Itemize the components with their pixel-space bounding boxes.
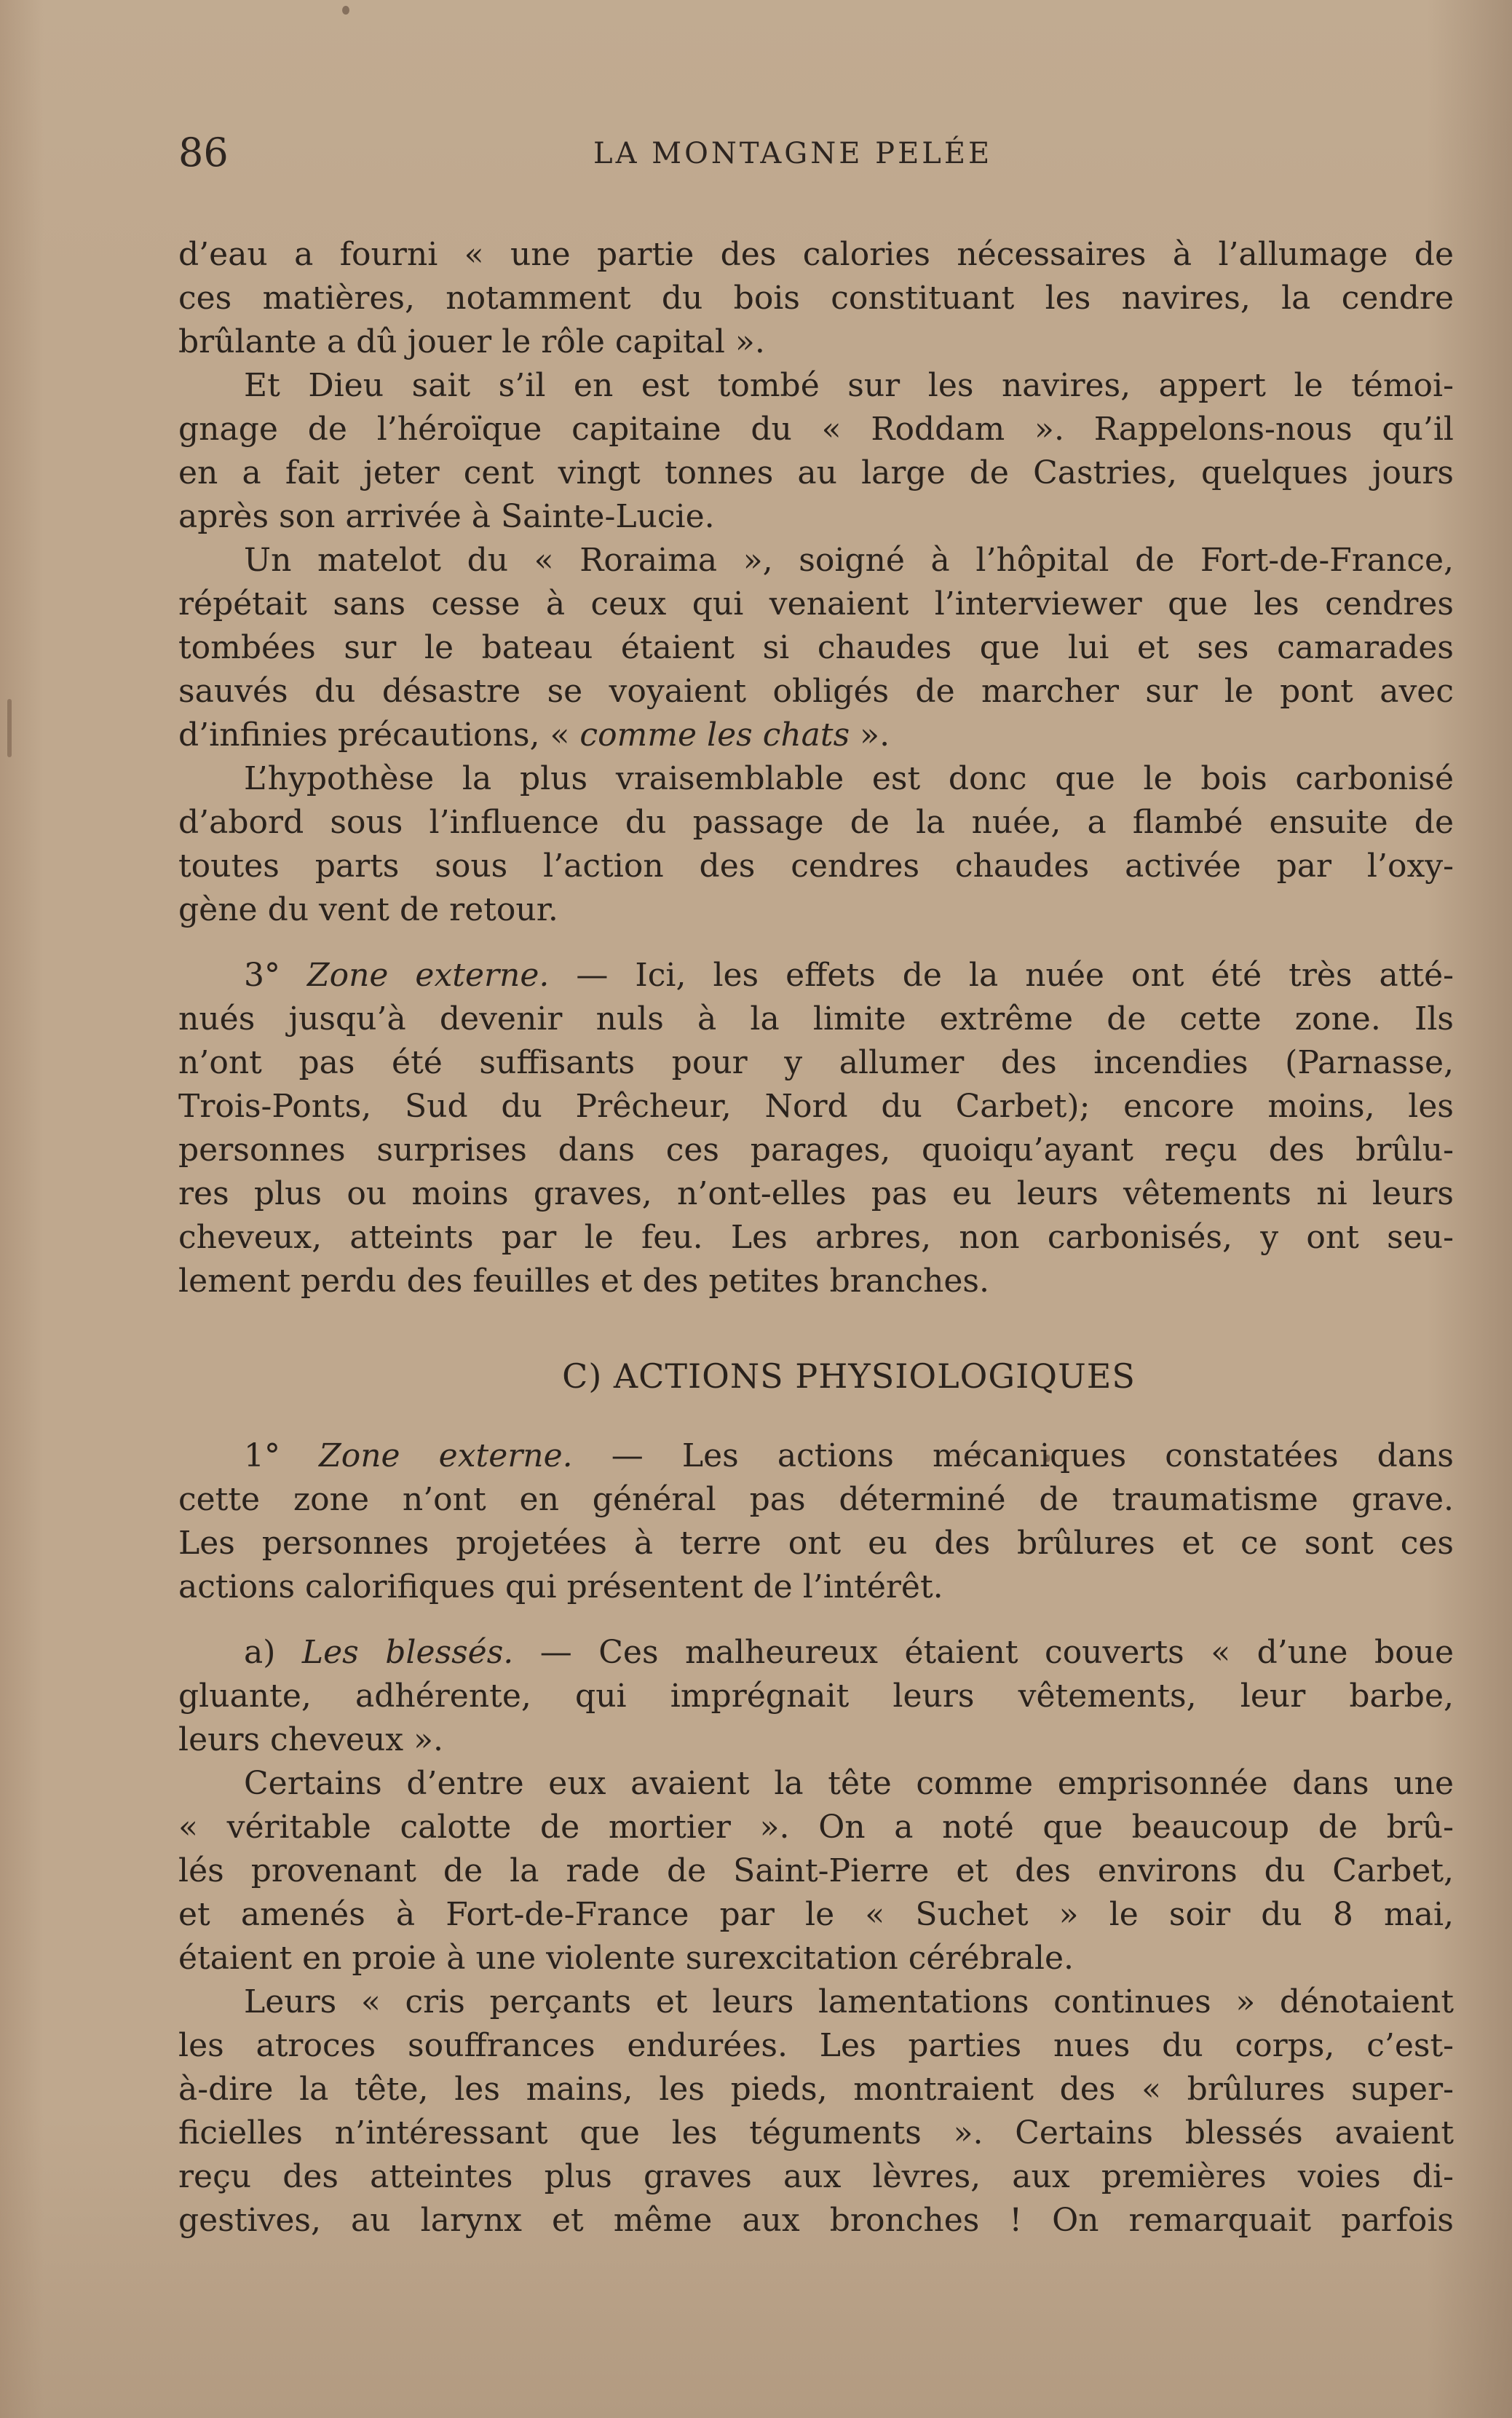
text-line: reçu des atteintes plus graves aux lèvres, aux premières voies di-: [178, 2158, 1454, 2195]
text-line: ces matières, notamment du bois constituant les navires, la cendre: [178, 280, 1454, 317]
text-line: n’ont pas été suffisants pour y allumer des incendies (Parnasse,: [178, 1044, 1454, 1081]
text-line: leurs cheveux ».: [178, 1721, 444, 1758]
text-line: lés provenant de la rade de Saint-Pierre et des environs du Carbet,: [178, 1852, 1454, 1889]
page-number: 86: [178, 130, 229, 175]
paper-speck: [7, 699, 12, 757]
paragraph-zone-externe-3: [178, 954, 1454, 1303]
paragraph: [178, 1980, 1454, 2243]
text-line: personnes surprises dans ces parages, quoiqu’ayant reçu des brûlu-: [178, 1131, 1454, 1169]
text-line: gnage de l’héroïque capitaine du « Roddam ». Rappelons-nous qu’il: [178, 411, 1454, 448]
italic-subheading: Les blessés.: [301, 1634, 514, 1671]
text-span: — Ici, les effets de la nuée ont été très atté-: [549, 957, 1454, 994]
text-line: en a fait jeter cent vingt tonnes au large de Castries, quelques jours: [178, 454, 1454, 491]
text-line: [178, 954, 1454, 997]
paragraph: [178, 233, 1454, 364]
text-line: ficielles n’intéressant que les téguments ». Certains blessés avaient: [178, 2114, 1454, 2152]
italic-subheading: Zone externe.: [319, 1437, 573, 1474]
text-line: actions calorifiques qui présentent de l’intérêt.: [178, 1568, 943, 1605]
text-line: lement perdu des feuilles et des petites branches.: [178, 1263, 989, 1300]
text-line: [178, 1631, 1454, 1675]
italic-quote: comme les chats: [579, 716, 850, 754]
paragraph: [178, 539, 1454, 757]
text-line: brûlante a dû jouer le rôle capital ».: [178, 323, 765, 360]
text-line: [178, 1434, 1454, 1478]
italic-subheading: Zone externe.: [307, 957, 550, 994]
text-line: gluante, adhérente, qui imprégnait leurs vêtements, leur barbe,: [178, 1678, 1454, 1715]
running-header: [178, 131, 1452, 175]
text-line: L’hypothèse la plus vraisemblable est donc que le bois carbonisé: [244, 760, 1454, 797]
text-span: — Les actions mécaniques constatées dans: [572, 1437, 1454, 1474]
text-line: res plus ou moins graves, n’ont-elles pas eu leurs vêtements ni leurs: [178, 1175, 1454, 1212]
text-line: et amenés à Fort-de-France par le « Suchet » le soir du 8 mai,: [178, 1896, 1454, 1933]
text-line: Leurs « cris perçants et leurs lamentations continues » dénotaient: [244, 1983, 1454, 2020]
text-span: d’infinies précautions, «: [178, 716, 580, 754]
text-line: Un matelot du « Roraima », soigné à l’hôpital de Fort-de-France,: [244, 542, 1454, 579]
paragraph: [178, 757, 1454, 932]
text-line: gestives, au larynx et même aux bronches ! On remarquait parfois: [178, 2202, 1454, 2239]
section-heading: C) ACTIONS PHYSIOLOGIQUES: [562, 1356, 1136, 1396]
text-line: toutes parts sous l’action des cendres chaudes activée par l’oxy-: [178, 848, 1454, 885]
text-line: nués jusqu’à devenir nuls à la limite extrême de cette zone. Ils: [178, 1000, 1454, 1038]
section-number: 1°: [244, 1437, 280, 1474]
text-line: gène du vent de retour.: [178, 891, 558, 928]
paragraph-les-blesses: [178, 1631, 1454, 1762]
list-marker: a): [244, 1634, 276, 1671]
text-line: après son arrivée à Sainte-Lucie.: [178, 498, 715, 535]
text-line: cette zone n’ont en général pas déterminé de traumatisme grave.: [178, 1481, 1454, 1518]
paragraph-zone-externe-1: [178, 1434, 1454, 1609]
text-line: les atroces souffrances endurées. Les parties nues du corps, c’est-: [178, 2027, 1454, 2064]
text-line: Et Dieu sait s’il en est tombé sur les navires, appert le témoi-: [244, 367, 1454, 404]
text-span: ».: [850, 716, 890, 754]
section-number: 3°: [244, 957, 280, 994]
text-span: — Ces malheureux étaient couverts « d’une boue: [513, 1634, 1454, 1671]
text-line: étaient en proie à une violente surexcitation cérébrale.: [178, 1940, 1074, 1977]
text-line: Certains d’entre eux avaient la tête comme emprisonnée dans une: [244, 1765, 1454, 1802]
paper-speck: [975, 1449, 981, 1456]
body-text: [178, 233, 1454, 2243]
running-title: LA MONTAGNE PELÉE: [593, 137, 993, 170]
text-line: d’abord sous l’influence du passage de la nuée, a flambé ensuite de: [178, 804, 1454, 841]
text-line: répétait sans cesse à ceux qui venaient l’interviewer que les cendres: [178, 585, 1454, 623]
paragraph: [178, 1762, 1454, 1980]
text-line: à-dire la tête, les mains, les pieds, montraient des « brûlures super-: [178, 2071, 1454, 2108]
paper-speck: [1045, 1455, 1050, 1462]
text-line: Trois-Ponts, Sud du Prêcheur, Nord du Carbet); encore moins, les: [178, 1088, 1454, 1125]
text-line: cheveux, atteints par le feu. Les arbres, non carbonisés, y ont seu-: [178, 1219, 1454, 1256]
text-line: « véritable calotte de mortier ». On a noté que beaucoup de brû-: [178, 1809, 1454, 1846]
text-line: tombées sur le bateau étaient si chaudes que lui et ses camarades: [178, 629, 1454, 666]
paper-speck: [342, 6, 349, 15]
text-line: [178, 714, 1454, 757]
text-line: sauvés du désastre se voyaient obligés de marcher sur le pont avec: [178, 673, 1454, 710]
text-line: d’eau a fourni « une partie des calories nécessaires à l’allumage de: [178, 236, 1454, 273]
paragraph: [178, 364, 1454, 539]
text-line: Les personnes projetées à terre ont eu des brûlures et ce sont ces: [178, 1525, 1454, 1562]
